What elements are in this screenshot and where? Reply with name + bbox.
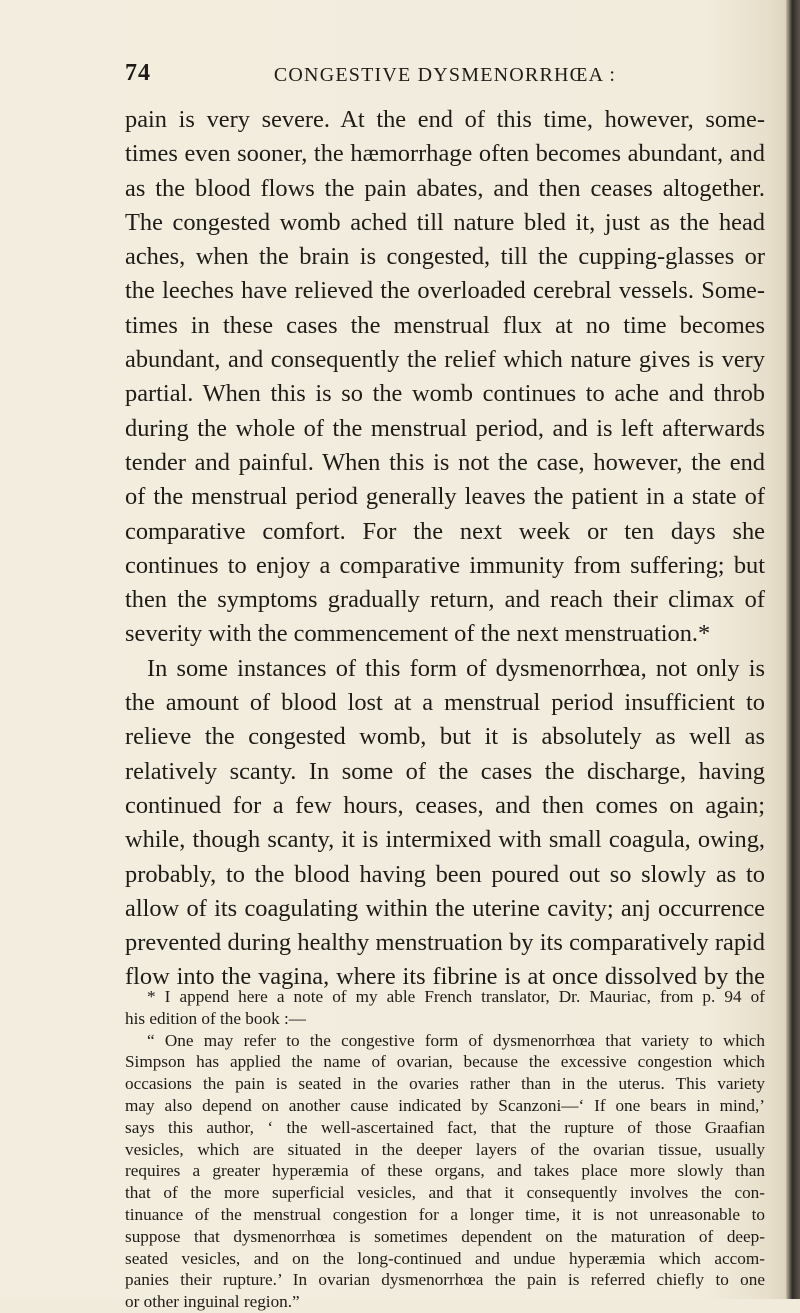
footnote-line: suppose that dysmenorrhœa is sometimes dependent on the maturation of deep- xyxy=(125,1226,765,1246)
body-line: during the whole of the menstrual period, and is left afterwards xyxy=(125,414,765,442)
footnote-line: tinuance of the menstrual congestion for a longer time, it is not unreasonable to xyxy=(125,1204,765,1224)
body-line: continues to enjoy a comparative immunity from suffering; but xyxy=(125,551,765,579)
body-line: the leeches have relieved the overloaded cerebral vessels. Some- xyxy=(125,277,765,305)
body-line: the amount of blood lost at a menstrual period insufficient to xyxy=(125,689,765,717)
footnote-line: his edition of the book :— xyxy=(125,1008,306,1028)
body-line: times in these cases the menstrual flux at no time becomes xyxy=(125,311,765,339)
body-line: relieve the congested womb, but it is absolutely as well as xyxy=(125,723,765,751)
body-line: In some instances of this form of dysmenorrhœa, not only is xyxy=(147,654,765,682)
body-line: of the menstrual period generally leaves the patient in a state of xyxy=(125,483,765,511)
body-line: pain is very severe. At the end of this time, however, some- xyxy=(125,106,765,133)
footnote-line: vesicles, which are situated in the deeper layers of the ovarian tissue, usually xyxy=(125,1139,765,1159)
footnote-line: Simpson has applied the name of ovarian, because the excessive congestion which xyxy=(125,1052,765,1072)
body-line: allow of its coagulating within the uterine cavity; anj occurrence xyxy=(125,894,765,922)
running-head-title: CONGESTIVE DYSMENORRHŒA : xyxy=(273,64,617,86)
footnote-line: seated vesicles, and on the long-continued and undue hyperæmia which accom- xyxy=(125,1248,765,1268)
body-line: partial. When this is so the womb continues to ache and throb xyxy=(125,380,765,408)
body-line: then the symptoms gradually return, and reach their climax of xyxy=(125,586,765,614)
body-line: severity with the commencement of the next menstruation.* xyxy=(125,620,711,648)
page-binding-edge xyxy=(786,0,800,1299)
footnote-line: requires a greater hyperæmia of these organs, and takes place more slowly than xyxy=(125,1161,765,1181)
footnote-line: says this author, ‘ the well-ascertained fact, that the rupture of those Graafian xyxy=(125,1117,765,1137)
body-line: aches, when the brain is congested, till the cupping-glasses or xyxy=(125,243,765,271)
footnote-line: may also depend on another cause indicated by Scanzoni—‘ If one bears in mind,’ xyxy=(125,1095,765,1115)
footnote-line: panies their rupture.’ In ovarian dysmenorrhœa the pain is referred chiefly to one xyxy=(125,1270,765,1290)
footnote xyxy=(125,986,765,1313)
footnote-line: that of the more superficial vesicles, and that it consequently involves the con- xyxy=(125,1183,765,1203)
body-line: while, though scanty, it is intermixed with small coagula, owing, xyxy=(125,826,765,854)
footnote-line: “ One may refer to the congestive form of dysmenorrhœa that variety to which xyxy=(147,1030,765,1050)
body-line: probably, to the blood having been poured out so slowly as to xyxy=(125,860,765,888)
footnote-line: occasions the pain is seated in the ovaries rather than in the uterus. This variety xyxy=(125,1074,765,1094)
body-line: tender and painful. When this is not the case, however, the end xyxy=(125,448,765,476)
body-line: The congested womb ached till nature bled it, just as the head xyxy=(125,208,765,236)
page-number: 74 xyxy=(125,60,151,86)
body-line: comparative comfort. For the next week or ten days she xyxy=(125,517,765,545)
body-line: abundant, and consequently the relief which nature gives is very xyxy=(125,346,765,374)
footnote-line: or other inguinal region.” xyxy=(125,1292,300,1312)
body-line: relatively scanty. In some of the cases the discharge, having xyxy=(125,757,765,785)
body-line: continued for a few hours, ceases, and then comes on again; xyxy=(125,791,765,819)
body-line: as the blood flows the pain abates, and then ceases altogether. xyxy=(125,174,765,202)
body-line: times even sooner, the hæmorrhage often becomes abundant, and xyxy=(125,140,765,168)
body-line: flow into the vagina, where its fibrine is at once dissolved by the xyxy=(125,963,765,991)
body-text xyxy=(125,103,765,995)
body-line: prevented during healthy menstruation by its comparatively rapid xyxy=(125,929,765,957)
running-head xyxy=(125,60,765,100)
footnote-line: * I append here a note of my able French translator, Dr. Mauriac, from p. 94 of xyxy=(147,987,765,1006)
